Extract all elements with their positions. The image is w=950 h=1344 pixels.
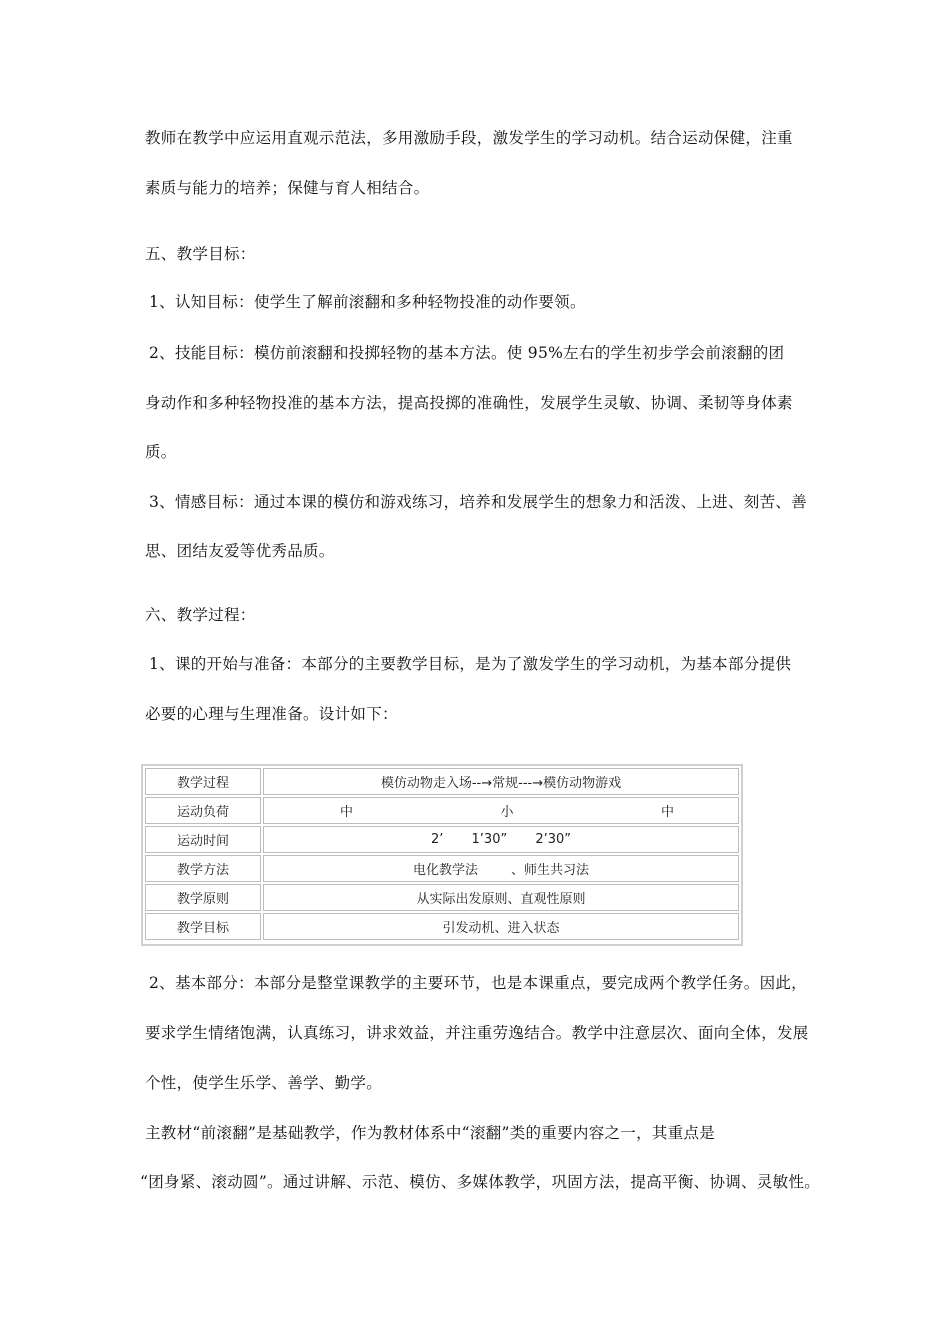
paragraph-line: 必要的心理与生理准备。设计如下： [145,705,398,723]
time-value: 2’30” [535,832,572,847]
arrow-icon: → [481,776,493,791]
goal-affective: 3、情感目标：通过本课的模仿和游戏练习，培养和发展学生的想象力和活泼、上进、刻苦、善 [149,493,807,511]
process-step: 模仿动物游戏 [543,776,622,791]
row-label: 教学原则 [145,884,261,911]
row-label: 运动时间 [145,826,261,853]
table-cell: 电化教学法 、师生共习法 [263,855,739,882]
paragraph-line: 教师在教学中应运用直观示范法，多用激励手段，激发学生的学习动机。结合运动保健，注重 [145,129,793,147]
row-label: 教学过程 [145,768,261,795]
goal-cognitive: 1、认知目标：使学生了解前滚翻和多种轻物投准的动作要领。 [149,293,586,311]
table-cell [263,768,739,795]
load-value: 小 [500,805,514,820]
paragraph-line: 身动作和多种轻物投准的基本方法，提高投掷的准确性，发展学生灵敏、协调、柔韧等身体素 [145,394,793,412]
paragraph-line: 要求学生情绪饱满，认真练习，讲求效益，并注重劳逸结合。教学中注意层次、面向全体，发展 [145,1024,809,1042]
row-label: 运动负荷 [145,797,261,824]
table-cell: 从实际出发原则、直观性原则 [263,884,739,911]
process-step: 模仿动物走入场-- [380,776,482,791]
table-cell [263,826,739,853]
load-value: 中 [340,805,354,820]
paragraph-line: 质。 [145,443,177,461]
table-row [145,768,739,795]
table-row [145,913,739,940]
table-row [145,826,739,853]
time-value: 2’ [430,832,444,847]
process-part-1: 1、课的开始与准备：本部分的主要教学目标，是为了激发学生的学习动机，为基本部分提供 [149,655,792,673]
process-step: 常规--- [492,776,533,791]
row-label: 教学目标 [145,913,261,940]
section-heading-process: 六、教学过程： [145,606,256,624]
row-label: 教学方法 [145,855,261,882]
table-row [145,855,739,882]
table-cell: 引发动机、进入状态 [263,913,739,940]
table-row [145,884,739,911]
goal-skill: 2、技能目标：模仿前滚翻和投掷轻物的基本方法。使 95%左右的学生初步学会前滚翻的团 [149,344,785,362]
process-part-2: 2、基本部分：本部分是整堂课教学的主要环节，也是本课重点，要完成两个教学任务。因此， [149,974,807,992]
paragraph-line: 主教材“前滚翻”是基础教学，作为教材体系中“滚翻”类的重要内容之一，其重点是 [145,1124,716,1142]
lesson-plan-table [141,764,743,946]
load-value: 中 [660,805,674,820]
paragraph-line: “团身紧、滚动圆”。通过讲解、示范、模仿、多媒体教学，巩固方法，提高平衡、协调、灵敏性。 [140,1173,821,1191]
arrow-icon: → [532,776,544,791]
paragraph-line: 思、团结友爱等优秀品质。 [145,542,335,560]
paragraph-line: 个性，使学生乐学、善学、勤学。 [145,1074,383,1092]
section-heading-goals: 五、教学目标： [145,245,256,263]
table-cell [263,797,739,824]
table-row [145,797,739,824]
paragraph-line: 素质与能力的培养；保健与育人相结合。 [145,179,430,197]
time-value: 1’30” [471,832,508,847]
